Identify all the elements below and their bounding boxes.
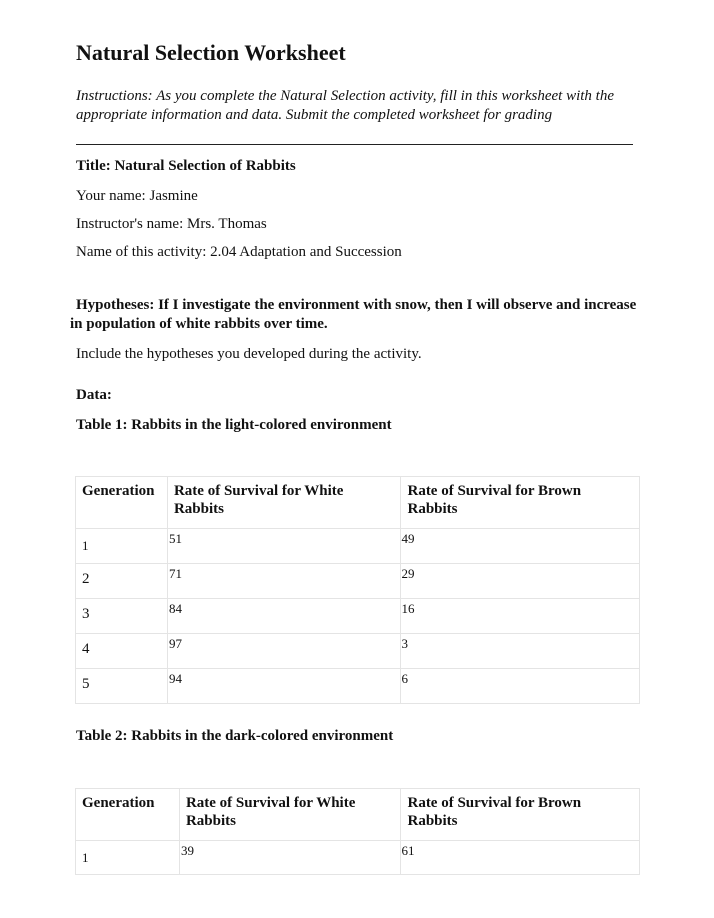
table-row xyxy=(76,669,640,704)
page-title: Natural Selection Worksheet xyxy=(76,40,346,65)
table-header-row xyxy=(76,789,640,841)
column-header-white: Rate of Survival for White Rabbits xyxy=(167,477,401,529)
column-header-generation: Generation xyxy=(76,789,180,841)
instructor-name-field: Instructor's name: Mrs. Thomas xyxy=(76,216,267,232)
hypotheses-prompt: Include the hypotheses you developed during the activity. xyxy=(76,346,422,362)
column-header-brown: Rate of Survival for Brown Rabbits xyxy=(401,477,640,529)
your-name-field: Your name: Jasmine xyxy=(76,188,198,204)
brown-rate-cell: 49 xyxy=(401,529,640,564)
table1 xyxy=(75,476,640,704)
table-row xyxy=(76,599,640,634)
table-row xyxy=(76,564,640,599)
generation-cell: 5 xyxy=(76,669,168,704)
brown-rate-cell: 29 xyxy=(401,564,640,599)
table-row xyxy=(76,841,640,875)
white-rate-cell: 39 xyxy=(179,841,401,875)
brown-rate-cell: 61 xyxy=(401,841,640,875)
brown-rate-cell: 6 xyxy=(401,669,640,704)
section-title: Title: Natural Selection of Rabbits xyxy=(76,158,296,174)
activity-name-field: Name of this activity: 2.04 Adaptation and Succession xyxy=(76,244,402,260)
generation-cell: 4 xyxy=(76,634,168,669)
column-header-brown: Rate of Survival for Brown Rabbits xyxy=(401,789,640,841)
table-row xyxy=(76,634,640,669)
white-rate-cell: 51 xyxy=(167,529,401,564)
column-header-white: Rate of Survival for White Rabbits xyxy=(179,789,401,841)
generation-cell: 3 xyxy=(76,599,168,634)
table-row xyxy=(76,529,640,564)
header-divider xyxy=(76,144,633,145)
column-header-generation: Generation xyxy=(76,477,168,529)
instructions-text: Instructions: As you complete the Natural Selection activity, fill in this worksheet with the appropriate information and data. Submit the completed worksheet for grading xyxy=(76,88,614,123)
white-rate-cell: 84 xyxy=(167,599,401,634)
table1-caption: Table 1: Rabbits in the light-colored environment xyxy=(76,417,392,433)
hypotheses-text: Hypotheses: If I investigate the environment with snow, then I will observe and increase in population of white rabbits over time. xyxy=(70,297,637,332)
table2-caption: Table 2: Rabbits in the dark-colored environment xyxy=(76,728,394,744)
data-heading: Data: xyxy=(76,387,112,403)
generation-cell: 1 xyxy=(76,529,168,564)
generation-cell: 1 xyxy=(76,841,180,875)
generation-cell: 2 xyxy=(76,564,168,599)
brown-rate-cell: 16 xyxy=(401,599,640,634)
white-rate-cell: 97 xyxy=(167,634,401,669)
white-rate-cell: 71 xyxy=(167,564,401,599)
table2 xyxy=(75,788,640,875)
brown-rate-cell: 3 xyxy=(401,634,640,669)
table-header-row xyxy=(76,477,640,529)
white-rate-cell: 94 xyxy=(167,669,401,704)
